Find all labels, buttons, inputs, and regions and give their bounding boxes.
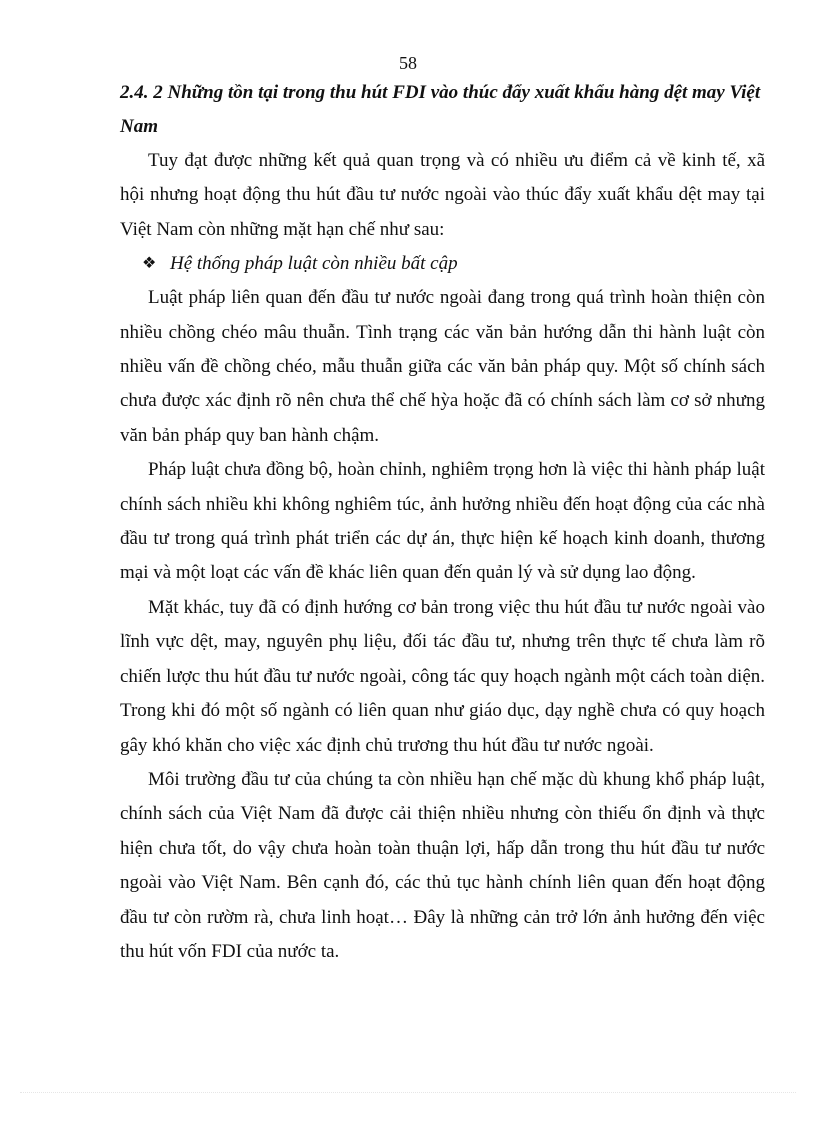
body-paragraph-3: Mặt khác, tuy đã có định hướng cơ bản trong việc thu hút đầu tư nước ngoài vào lĩnh vực dệt, may, nguyên phụ liệu, đối tác đầu tư, nhưng trên thực tế chưa làm rõ chiến lược thu hút đầu tư nước ngoài, công tác quy hoạch ngành một cách toàn diện. Trong khi đó một số ngành có liên quan như giáo dục, dạy nghề chưa có quy hoạch gây khó khăn cho việc xác định chủ trương thu hút đầu tư nước ngoài.	[120, 596, 765, 756]
body-paragraph-1: Luật pháp liên quan đến đầu tư nước ngoài đang trong quá trình hoàn thiện còn nhiều chồng chéo mâu thuẫn. Tình trạng các văn bản hướng dẫn thi hành luật còn nhiều vấn đề chồng chéo, mẫu thuẫn giữa các văn bản pháp quy. Một số chính sách chưa được xác định rõ nên chưa thể chế hỳa hoặc đã có chính sách làm cơ sở nhưng văn bản pháp quy ban hành chậm.	[120, 287, 765, 446]
bullet-item	[120, 247, 765, 281]
page-content	[120, 76, 765, 969]
page-number: 58	[399, 53, 417, 73]
diamond-bullet-icon: ❖	[142, 255, 157, 273]
bullet-text: Hệ thống pháp luật còn nhiều bất cập	[170, 253, 458, 275]
page-bottom-divider	[20, 1092, 796, 1093]
intro-paragraph: Tuy đạt được những kết quả quan trọng và có nhiều ưu điểm cả về kinh tế, xã hội nhưng hoạt động thu hút đầu tư nước ngoài vào thúc đẩy xuất khẩu dệt may tại Việt Nam còn những mặt hạn chế như sau:	[120, 150, 765, 240]
section-heading: 2.4. 2 Những tồn tại trong thu hút FDI vào thúc đẩy xuất khẩu hàng dệt may Việt Nam	[120, 82, 761, 137]
body-paragraph-4: Môi trường đầu tư của chúng ta còn nhiều hạn chế mặc dù khung khổ pháp luật, chính sách của Việt Nam đã được cải thiện nhiều nhưng còn thiếu ổn định và thực hiện chưa tốt, do vậy chưa hoàn toàn thuận lợi, hấp dẫn trong thu hút đầu tư nước ngoài vào Việt Nam. Bên cạnh đó, các thủ tục hành chính liên quan đến hoạt động đầu tư còn rườm rà, chưa linh hoạt… Đây là những cản trở lớn ảnh hưởng đến việc thu hút vốn FDI của nước ta.	[120, 768, 765, 962]
body-paragraph-2: Pháp luật chưa đồng bộ, hoàn chỉnh, nghiêm trọng hơn là việc thi hành pháp luật chính sách nhiều khi không nghiêm túc, ảnh hưởng nhiều đến hoạt động của các nhà đầu tư trong quá trình phát triển các dự án, thực hiện kế hoạch kinh doanh, thương mại và một loạt các vấn đề khác liên quan đến quản lý và sử dụng lao động.	[120, 459, 765, 584]
